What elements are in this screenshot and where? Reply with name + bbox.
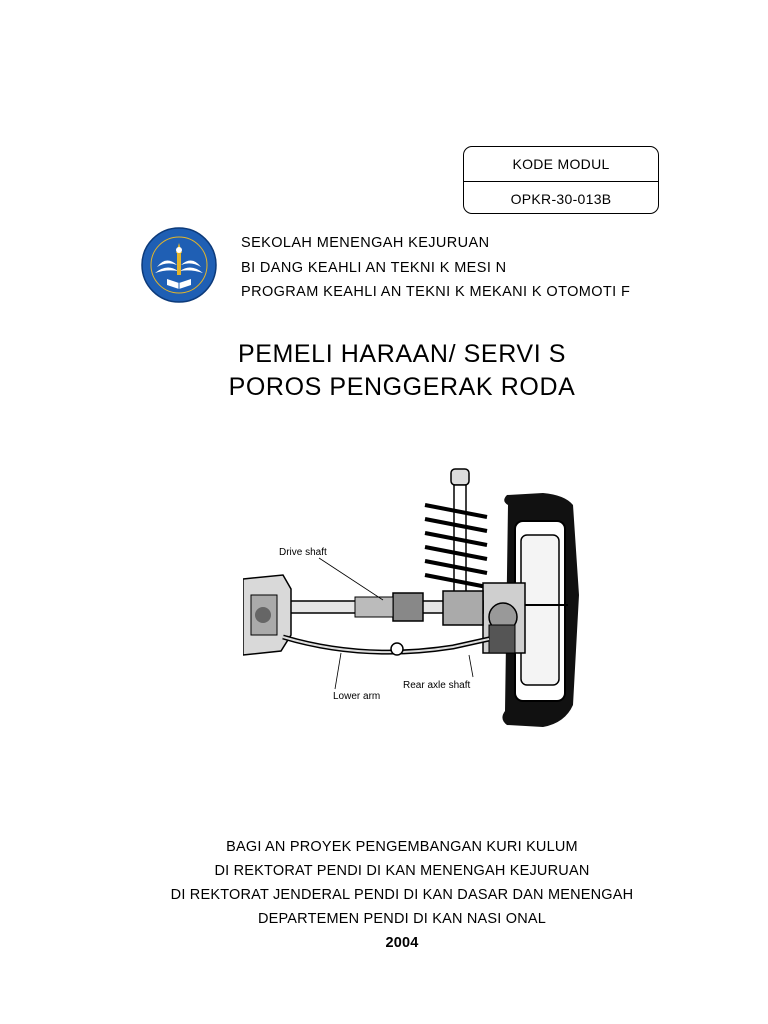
tut-wuri-handayani-logo-icon	[141, 227, 217, 303]
title-line-1: PEMELI HARAAN/ SERVI S	[237, 340, 567, 368]
label-rear-axle-shaft: Rear axle shaft	[403, 680, 471, 691]
module-code-value: OPKR-30-013B	[510, 191, 612, 207]
publisher-line: BAGI AN PROYEK PENGEMBANGAN KURI KULUM	[226, 839, 578, 855]
school-line: SEKOLAH MENENGAH KEJURUAN	[241, 235, 490, 251]
label-drive-shaft: Drive shaft	[279, 547, 327, 558]
document-title	[0, 338, 768, 404]
school-info	[241, 231, 630, 305]
title-line-2: POROS PENGGERAK RODA	[228, 373, 576, 401]
school-line: BI DANG KEAHLI AN TEKNI K MESI N	[241, 259, 507, 276]
label-lower-arm: Lower arm	[333, 691, 381, 702]
publisher-line: DEPARTEMEN PENDI DI KAN NASI ONAL	[257, 911, 547, 927]
publication-year: 2004	[385, 935, 419, 951]
publisher-info	[0, 835, 768, 955]
module-code-label: KODE MODUL	[464, 147, 658, 182]
drive-shaft-illustration	[243, 465, 588, 737]
module-code-box	[463, 146, 659, 214]
school-line: PROGRAM KEAHLI AN TEKNI K MEKANI K OTOMOTI F	[241, 284, 631, 300]
publisher-line: DI REKTORAT JENDERAL PENDI DI KAN DASAR DAN MENENGAH	[170, 887, 634, 903]
publisher-line: DI REKTORAT PENDI DI KAN MENENGAH KEJURUAN	[214, 863, 590, 879]
